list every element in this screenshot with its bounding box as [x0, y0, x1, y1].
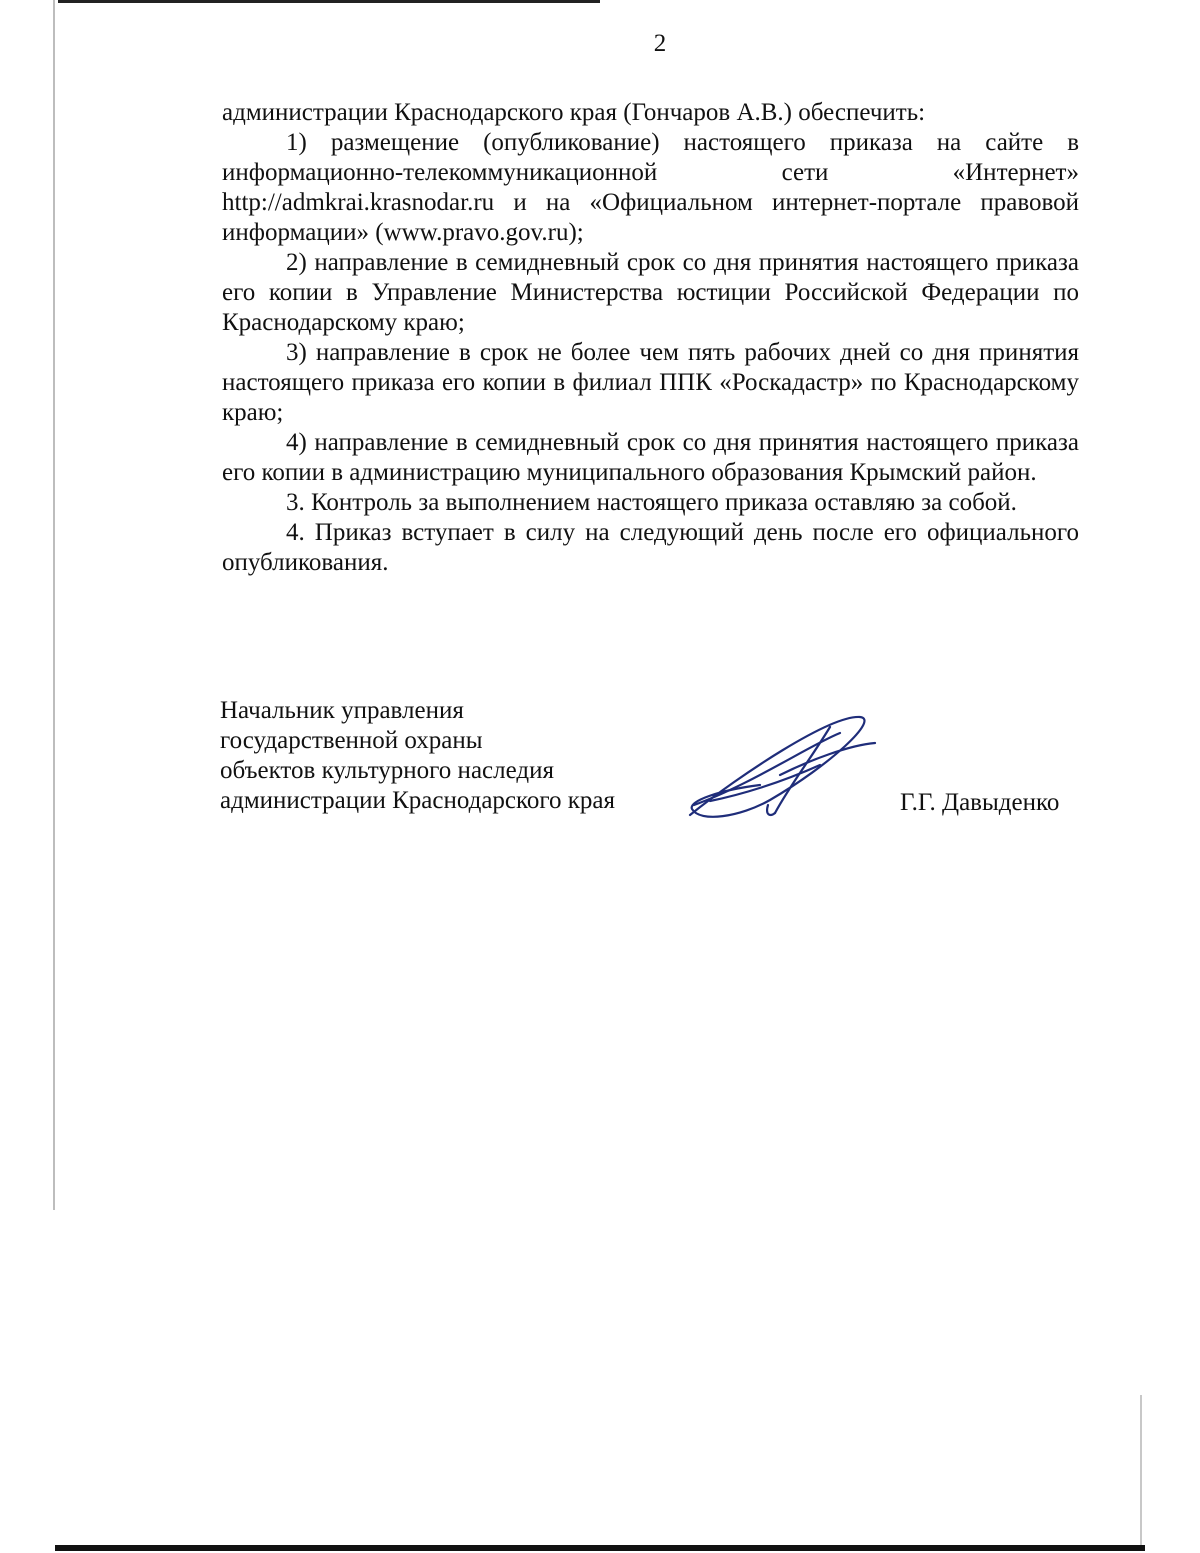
handwritten-signature: [680, 705, 880, 830]
signatory-name: Г.Г. Давыденко: [900, 789, 1060, 816]
paragraph-item-2: 2) направление в семидневный срок со дня принятия настоящего приказа его копии в Управление Министерства юстиции Российской Федерации по Краснодарскому краю;: [222, 249, 1079, 336]
position-line: объектов культурного наследия: [220, 757, 554, 784]
paragraph-item-1: 1) размещение (опубликование) настоящего приказа на сайте в информационно-телекоммуникационной сети «Интернет» http://admkrai.krasnodar.ru и на «Официальном интернет-портале правовой информации» (www.pravo.gov.ru);: [222, 129, 1079, 246]
paragraph-clause-4: 4. Приказ вступает в силу на следующий день после его официального опубликования.: [222, 519, 1079, 576]
position-line: администрации Краснодарского края: [220, 787, 616, 814]
paragraph-clause-3: 3. Контроль за выполнением настоящего приказа оставляю за собой.: [286, 489, 1017, 516]
paragraph-item-3: 3) направление в срок не более чем пять рабочих дней со дня принятия настоящего приказа его копии в филиал ППК «Роскадастр» по Краснодарскому краю;: [222, 339, 1079, 426]
document-body: [222, 98, 1079, 578]
signatory-position: [220, 696, 615, 816]
position-line: государственной охраны: [220, 727, 483, 754]
paragraph-continuation: администрации Краснодарского края (Гончаров А.В.) обеспечить:: [222, 99, 926, 126]
scan-edge-right: [1140, 1395, 1142, 1545]
paragraph-item-4: 4) направление в семидневный срок со дня принятия настоящего приказа его копии в администрацию муниципального образования Крымский район.: [222, 429, 1079, 486]
scan-edge-bottom: [55, 1545, 1145, 1551]
position-line: Начальник управления: [220, 697, 464, 724]
scan-edge-top: [58, 0, 600, 3]
page-number: 2: [653, 30, 667, 57]
scan-edge-left: [53, 0, 55, 1210]
